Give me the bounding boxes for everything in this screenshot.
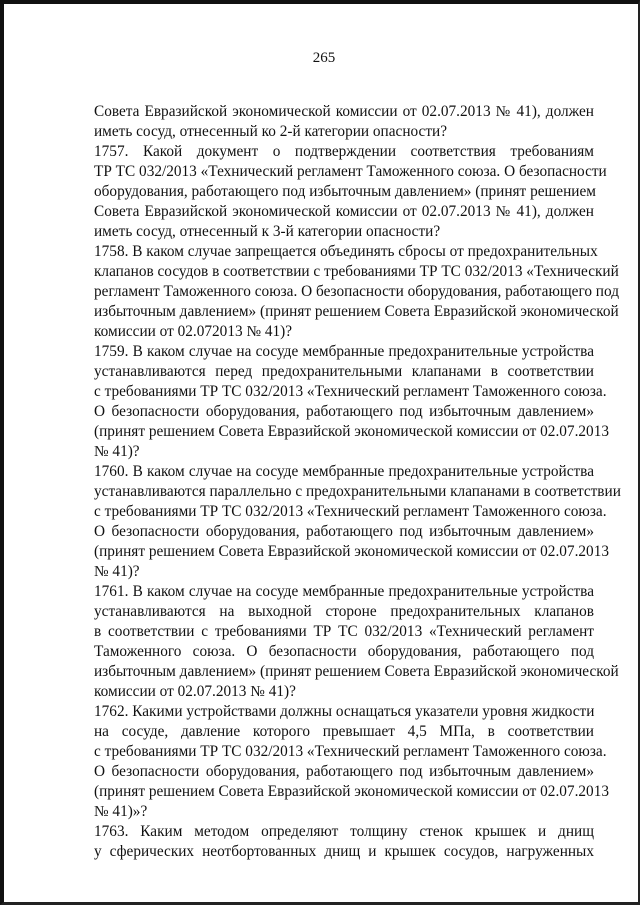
question-paragraph	[94, 102, 594, 142]
text-line: (принят решением Совета Евразийской экономической комиссии от 02.07.2013	[94, 783, 609, 800]
text-line: ТР ТС 032/2013 «Технический регламент Таможенного союза. О безопасности	[94, 163, 607, 180]
text-line: устанавливаются перед предохранительными клапанами в соответствии	[94, 363, 594, 380]
text-line: 1763. Каким методом определяют толщину стенок крышек и днищ	[94, 823, 594, 840]
text-line: устанавливаются параллельно с предохранительными клапанами в соответствии	[94, 483, 621, 500]
text-line: иметь сосуд, отнесенный к 3-й категории опасности?	[94, 223, 441, 240]
text-line: Совета Евразийской экономической комиссии от 02.07.2013 № 41), должен	[94, 203, 594, 220]
text-line: на сосуде, давление которого превышает 4,5 МПа, в соответствии	[94, 723, 594, 740]
question-paragraph	[94, 822, 594, 862]
question-paragraph	[94, 142, 607, 242]
text-line: Совета Евразийской экономической комиссии от 02.07.2013 № 41), должен	[94, 103, 594, 120]
text-line: № 41)?	[94, 563, 140, 580]
question-paragraph	[94, 342, 609, 462]
text-line: у сферических неотбортованных днищ и крышек сосудов, нагруженных	[94, 843, 594, 860]
text-line: с требованиями ТР ТС 032/2013 «Технический регламент Таможенного союза.	[94, 743, 607, 760]
text-line: избыточным давлением» (принят решением Совета Евразийской экономической	[94, 663, 619, 680]
text-line: клапанов сосудов в соответствии с требованиями ТР ТС 032/2013 «Технический	[94, 263, 619, 280]
text-line: 1762. Какими устройствами должны оснащаться указатели уровня жидкости	[94, 703, 595, 720]
text-line: О безопасности оборудования, работающего под избыточным давлением»	[94, 523, 594, 540]
text-line: комиссии от 02.07.2013 № 41)?	[94, 683, 296, 700]
question-paragraph	[94, 582, 619, 702]
question-paragraph	[94, 242, 619, 342]
text-line: О безопасности оборудования, работающего под избыточным давлением»	[94, 403, 594, 420]
text-line: 1757. Какой документ о подтверждении соответствия требованиям	[94, 143, 594, 160]
text-line: иметь сосуд, отнесенный ко 2-й категории опасности?	[94, 123, 447, 140]
text-line: с требованиями ТР ТС 032/2013 «Технический регламент Таможенного союза.	[94, 383, 607, 400]
text-line: 1761. В каком случае на сосуде мембранные предохранительные устройства	[94, 583, 594, 600]
text-line: 1760. В каком случае на сосуде мембранные предохранительные устройства	[94, 463, 594, 480]
text-line: Таможенного союза. О безопасности оборудования, работающего под	[94, 643, 594, 660]
text-line: О безопасности оборудования, работающего под избыточным давлением»	[94, 763, 594, 780]
text-line: регламент Таможенного союза. О безопасности оборудования, работающего под	[94, 283, 619, 300]
text-line: устанавливаются на выходной стороне предохранительных клапанов	[94, 603, 594, 620]
text-line: избыточным давлением» (принят решением Совета Евразийской экономической	[94, 303, 619, 320]
question-paragraph	[94, 462, 621, 582]
question-paragraph	[94, 702, 609, 822]
text-line: 1758. В каком случае запрещается объединять сбросы от предохранительных	[94, 243, 598, 260]
document-body	[94, 102, 621, 862]
text-line: № 41)?	[94, 443, 140, 460]
text-line: № 41)»?	[94, 803, 148, 820]
text-line: с требованиями ТР ТС 032/2013 «Технический регламент Таможенного союза.	[94, 503, 607, 520]
text-line: (принят решением Совета Евразийской экономической комиссии от 02.07.2013	[94, 543, 609, 560]
text-line: оборудования, работающего под избыточным давлением» (принят решением	[94, 183, 596, 200]
text-line: в соответствии с требованиями ТР ТС 032/2013 «Технический регламент	[94, 623, 594, 640]
text-line: комиссии от 02.072013 № 41)?	[94, 323, 293, 340]
page-number: 265	[312, 50, 336, 66]
text-line: 1759. В каком случае на сосуде мембранные предохранительные устройства	[94, 343, 594, 360]
text-line: (принят решением Совета Евразийской экономической комиссии от 02.07.2013	[94, 423, 609, 440]
